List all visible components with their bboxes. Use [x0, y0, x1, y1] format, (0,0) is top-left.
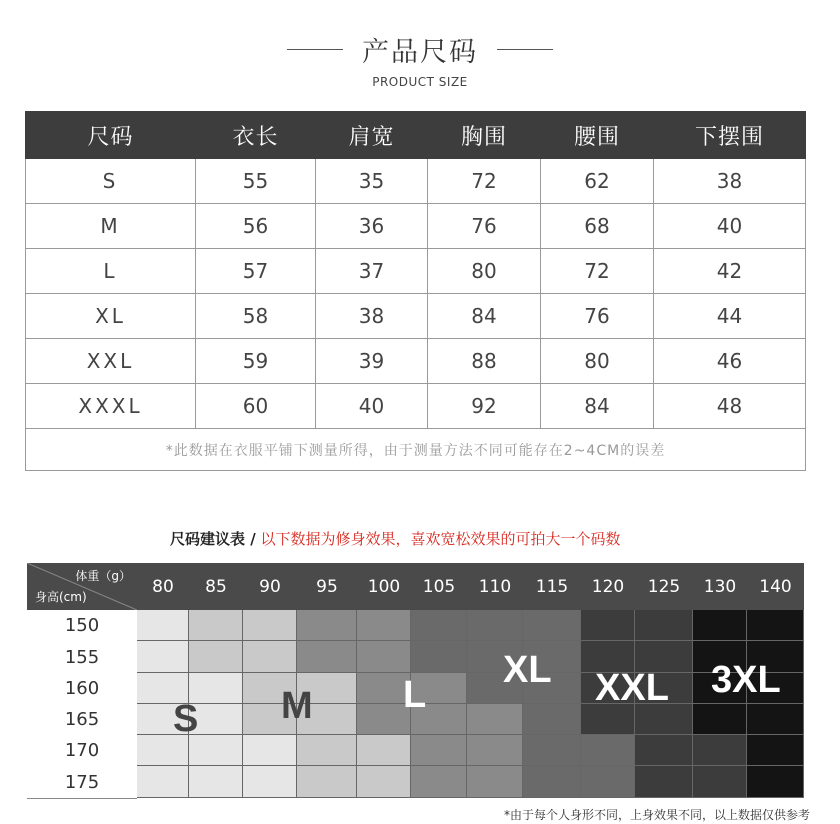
height-label: 155 — [27, 641, 137, 674]
grid-cell — [635, 610, 693, 641]
size-table — [25, 111, 806, 471]
recommendation-heading: 尺码建议表 / — [170, 530, 256, 548]
measurement-cell: 35 — [316, 159, 428, 204]
size-recommendation-grid — [27, 563, 804, 798]
measurement-cell: 58 — [196, 294, 316, 339]
footnote: *由于每个人身形不同，上身效果不同，以上数据仅供参考 — [503, 808, 810, 822]
grid-cell — [467, 766, 523, 798]
grid-corner — [27, 563, 137, 610]
grid-cell — [297, 610, 357, 641]
grid-cell — [581, 735, 635, 766]
size-cell: XXL — [26, 339, 196, 384]
measurement-cell: 46 — [654, 339, 806, 384]
measurement-cell: 72 — [428, 159, 541, 204]
table-note-row — [26, 429, 806, 471]
grid-cell — [747, 735, 804, 766]
size-cell: S — [26, 159, 196, 204]
measurement-cell: 68 — [541, 204, 654, 249]
grid-cell — [357, 610, 411, 641]
measurement-cell: 38 — [316, 294, 428, 339]
measurement-cell: 76 — [428, 204, 541, 249]
table-row — [26, 384, 806, 429]
height-label: 170 — [27, 735, 137, 767]
measurement-cell: 42 — [654, 249, 806, 294]
grid-cell — [523, 766, 581, 798]
page-subtitle: PRODUCT SIZE — [372, 75, 468, 89]
measurement-cell: 40 — [654, 204, 806, 249]
measurement-cell: 48 — [654, 384, 806, 429]
grid-cell — [297, 735, 357, 766]
grid-cell — [581, 766, 635, 798]
grid-cell — [523, 610, 581, 641]
grid-cell — [411, 610, 467, 641]
grid-cell — [467, 735, 523, 766]
table-row — [26, 159, 806, 204]
grid-cell — [189, 641, 243, 673]
page-title: 产品尺码 — [362, 37, 478, 68]
measurement-cell: 56 — [196, 204, 316, 249]
weight-header: 95 — [297, 563, 357, 610]
title-right-rule — [497, 49, 553, 50]
grid-cell — [581, 610, 635, 641]
column-header: 肩宽 — [316, 112, 428, 159]
weight-header: 120 — [581, 563, 635, 610]
measurement-cell: 88 — [428, 339, 541, 384]
title-left-rule — [287, 49, 343, 50]
grid-cell — [693, 610, 747, 641]
grid-cell — [243, 766, 297, 798]
recommendation-note: 以下数据为修身效果，喜欢宽松效果的可拍大一个码数 — [260, 530, 621, 548]
size-zone-label: XXL — [595, 667, 669, 709]
column-header: 胸围 — [428, 112, 541, 159]
grid-cell — [137, 641, 189, 673]
grid-cell — [357, 766, 411, 798]
column-header: 尺码 — [26, 112, 196, 159]
grid-cell — [297, 766, 357, 798]
size-table-header — [26, 112, 806, 159]
grid-cell — [357, 735, 411, 766]
grid-cell — [693, 704, 747, 735]
weight-header: 110 — [467, 563, 523, 610]
size-zone-label: XL — [503, 649, 552, 691]
measurement-cell: 60 — [196, 384, 316, 429]
measurement-cell: 55 — [196, 159, 316, 204]
size-cell: L — [26, 249, 196, 294]
recommendation-title — [170, 528, 621, 549]
grid-cell — [411, 766, 467, 798]
grid-cell — [523, 704, 581, 735]
weight-header: 125 — [635, 563, 693, 610]
column-header: 衣长 — [196, 112, 316, 159]
grid-cell — [357, 641, 411, 673]
measurement-cell: 44 — [654, 294, 806, 339]
grid-cell — [137, 766, 189, 798]
measurement-cell: 38 — [654, 159, 806, 204]
grid-cell — [411, 735, 467, 766]
weight-header: 105 — [411, 563, 467, 610]
height-axis-label: 身高(cm) — [35, 590, 87, 604]
weight-header: 90 — [243, 563, 297, 610]
grid-cell — [137, 610, 189, 641]
measurement-cell: 40 — [316, 384, 428, 429]
grid-cell — [243, 735, 297, 766]
measurement-cell: 39 — [316, 339, 428, 384]
measurement-cell: 72 — [541, 249, 654, 294]
measurement-cell: 76 — [541, 294, 654, 339]
size-cell: M — [26, 204, 196, 249]
grid-cell — [635, 735, 693, 766]
size-zone-label: L — [403, 674, 427, 716]
grid-cell — [411, 641, 467, 673]
height-label: 150 — [27, 610, 137, 642]
height-label: 165 — [27, 704, 137, 736]
grid-cell — [297, 641, 357, 673]
weight-header: 130 — [693, 563, 747, 610]
grid-cell — [189, 766, 243, 798]
grid-cell — [523, 735, 581, 766]
table-row — [26, 339, 806, 384]
grid-cell — [747, 610, 804, 641]
measurement-note: *此数据在衣服平铺下测量所得，由于测量方法不同可能存在2~4CM的误差 — [26, 429, 806, 471]
measurement-cell: 84 — [428, 294, 541, 339]
grid-cell — [747, 766, 804, 798]
grid-cell — [747, 704, 804, 735]
measurement-cell: 57 — [196, 249, 316, 294]
measurement-cell: 37 — [316, 249, 428, 294]
size-cell: XXXL — [26, 384, 196, 429]
grid-cell — [189, 610, 243, 641]
grid-cell — [467, 704, 523, 735]
size-cell: XL — [26, 294, 196, 339]
grid-cell — [693, 735, 747, 766]
weight-axis-label: 体重（g） — [75, 569, 131, 583]
measurement-cell: 84 — [541, 384, 654, 429]
grid-cell — [243, 641, 297, 673]
table-row — [26, 249, 806, 294]
size-zone-label: M — [281, 685, 313, 727]
weight-header: 80 — [137, 563, 189, 610]
measurement-cell: 92 — [428, 384, 541, 429]
size-zone-label: S — [173, 698, 199, 740]
measurement-cell: 62 — [541, 159, 654, 204]
height-label: 175 — [27, 766, 137, 799]
weight-header: 85 — [189, 563, 243, 610]
measurement-cell: 59 — [196, 339, 316, 384]
weight-header: 100 — [357, 563, 411, 610]
measurement-cell: 80 — [541, 339, 654, 384]
table-row — [26, 294, 806, 339]
grid-cell — [467, 610, 523, 641]
table-row — [26, 204, 806, 249]
column-header: 腰围 — [541, 112, 654, 159]
weight-header: 140 — [747, 563, 804, 610]
grid-cell — [243, 610, 297, 641]
grid-cell — [693, 766, 747, 798]
weight-header: 115 — [523, 563, 581, 610]
column-header: 下摆围 — [654, 112, 806, 159]
grid-cell — [635, 766, 693, 798]
height-label: 160 — [27, 673, 137, 705]
measurement-cell: 36 — [316, 204, 428, 249]
measurement-cell: 80 — [428, 249, 541, 294]
size-zone-label: 3XL — [711, 659, 781, 701]
